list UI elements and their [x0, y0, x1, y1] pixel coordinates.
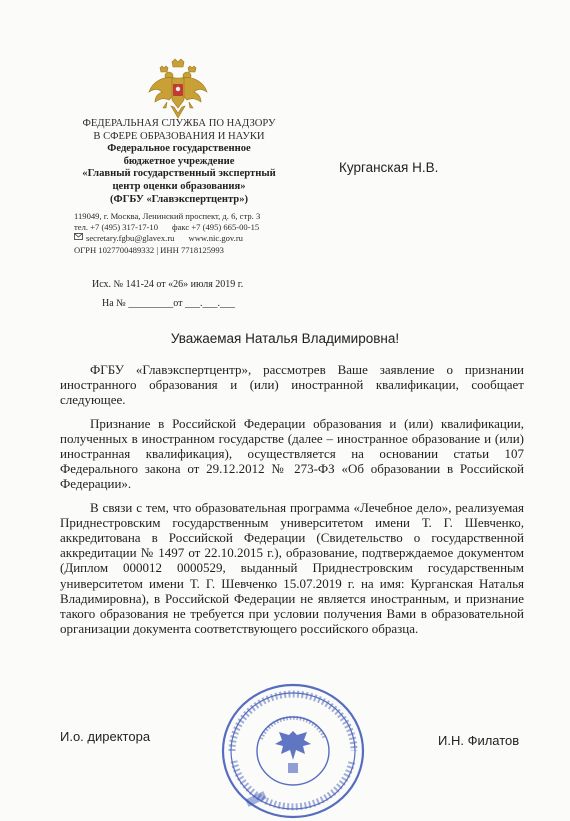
outgoing-reference: Исх. № 141-24 от «26» июля 2019 г.: [92, 279, 244, 290]
paragraph-3: В связи с тем, что образовательная программа «Лечебное дело», реализуемая Приднестровским государственным университетом имени Т. Г. Шевченко, аккредитована в Российской Федерации (Свидетельство о государственной аккредитации № 1497 от 22.10.2015 г.), образование, подтверждаемое документом (Диплом 000012 0000529, выданный Приднестровским государственным университетом имени Т. Г. Шевченко 15.07.2019 г. на имя: Курганская Наталья Владимировна), в Российской Федерации не является иностранным, и признание такого образования не требуется при условии получения Вами в образовательной организации документа соответствующего российского образца.: [60, 499, 524, 637]
signer-title: И.о. директора: [60, 729, 151, 744]
org-short-name: (ФГБУ «Главэкспертцентр»): [109, 193, 249, 205]
organization-header: [70, 118, 288, 206]
contact-block: [74, 211, 314, 256]
incoming-reference: На № _________от ___.___.___: [102, 298, 235, 309]
paragraph-2: Признание в Российской Федерации образования и (или) квалификации, полученных в иностранном государстве (далее – иностранное образование и (или) иностранная квалификация), осуществляется на основании статьи 107 Федерального закона от 29.12.2012 № 273-ФЗ «Об образовании в Российской Федерации».: [60, 415, 524, 492]
recipient-name: Курганская Н.В.: [339, 160, 439, 175]
reference-block: [92, 275, 243, 313]
org-type-line-2: бюджетное учреждение: [123, 155, 235, 167]
org-name-line-1: «Главный государственный экспертный: [82, 168, 276, 180]
phone: тел. +7 (495) 317-17-10: [74, 222, 159, 233]
website-link[interactable]: www.nic.gov.ru: [188, 233, 243, 244]
email-link[interactable]: secretary.fgbu@glavex.ru: [86, 233, 175, 244]
salutation: Уважаемая Наталья Владимировна!: [170, 331, 400, 346]
letter-body: [60, 362, 524, 644]
registry-numbers: ОГРН 1027700489332 | ИНН 7718125993: [74, 244, 224, 255]
org-name-line-2: центр оценки образования»: [112, 180, 246, 192]
agency-name-line-1: ФЕДЕРАЛЬНАЯ СЛУЖБА ПО НАДЗОРУ: [82, 118, 276, 129]
org-type-line-1: Федеральное государственное: [107, 143, 251, 155]
agency-name-line-2: В СФЕРЕ ОБРАЗОВАНИЯ И НАУКИ: [93, 130, 265, 142]
signer-name: И.Н. Филатов: [438, 733, 520, 748]
fax: факс +7 (495) 665-00-15: [172, 222, 260, 233]
paragraph-1: ФГБУ «Главэкспертцентр», рассмотрев Ваше заявление о признании иностранного образования и (или) иностранной квалификации, сообщает следующее.: [60, 362, 524, 408]
mail-icon: [74, 233, 83, 240]
russian-coat-of-arms-icon: [145, 58, 211, 124]
official-round-seal-icon: [218, 675, 368, 821]
address: 119049, г. Москва, Ленинский проспект, д. 6, стр. 3: [74, 211, 261, 221]
